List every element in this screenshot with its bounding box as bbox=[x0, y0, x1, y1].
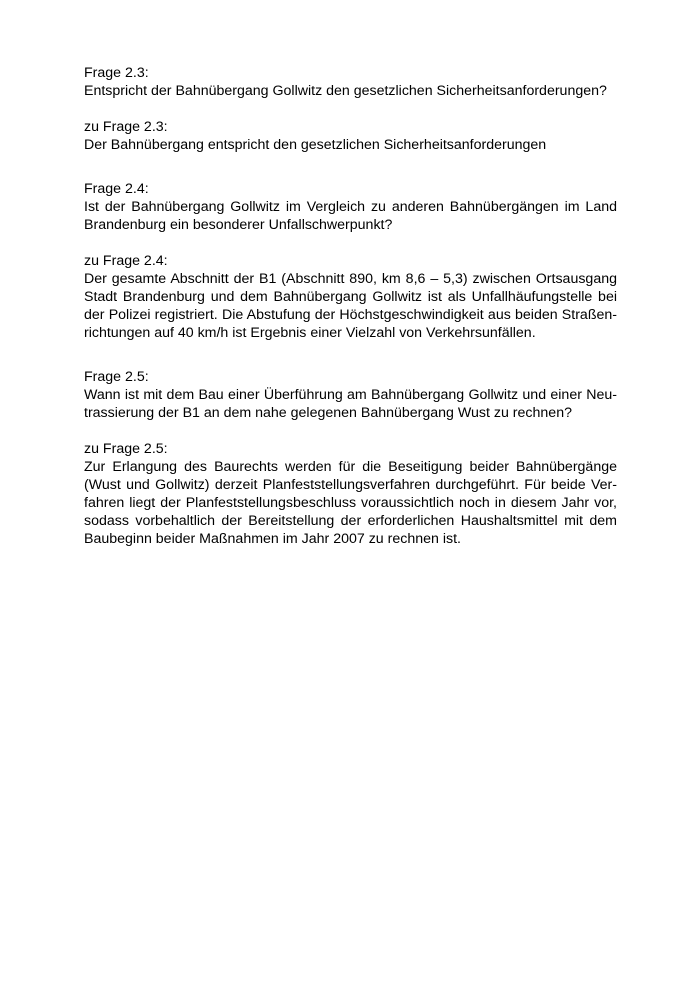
question-text-line: Entspricht der Bahnübergang Gollwitz den gesetzlichen Sicherheitsanforderungen? bbox=[84, 83, 607, 99]
question-label: Frage 2.4: bbox=[84, 181, 149, 197]
question-text-line: trassierung der B1 an dem nahe gelegenen Bahnübergang Wust zu rechnen? bbox=[84, 405, 572, 421]
question-text-line: Wann ist mit dem Bau einer Überführung am Bahnübergang Gollwitz und einer Neu- bbox=[84, 387, 617, 403]
answer-label: zu Frage 2.4: bbox=[84, 253, 168, 269]
answer-text-line: Zur Erlangung des Baurechts werden für die Beseitigung beider Bahnübergänge bbox=[84, 459, 617, 475]
answer-text-line: Der gesamte Abschnitt der B1 (Abschnitt 890, km 8,6 – 5,3) zwischen Ortsausgang bbox=[84, 271, 617, 287]
question-label: Frage 2.5: bbox=[84, 369, 149, 385]
answer-text-line: Der Bahnübergang entspricht den gesetzlichen Sicherheitsanforderungen bbox=[84, 137, 547, 153]
section-frage-2-4 bbox=[84, 180, 617, 342]
question-text-line: Brandenburg ein besonderer Unfallschwerpunkt? bbox=[84, 217, 393, 233]
answer-text-line: richtungen auf 40 km/h ist Ergebnis einer Vielzahl von Verkehrsunfällen. bbox=[84, 325, 536, 341]
question-text-line: Ist der Bahnübergang Gollwitz im Vergleich zu anderen Bahnübergängen im Land bbox=[84, 199, 617, 215]
answer-text-line: Stadt Brandenburg und dem Bahnübergang Gollwitz ist als Unfallhäufungstelle bei bbox=[84, 289, 617, 305]
document-page bbox=[84, 64, 617, 548]
answer-text-line: (Wust und Gollwitz) derzeit Planfeststellungsverfahren durchgeführt. Für beide Ver- bbox=[84, 477, 617, 493]
section-frage-2-3 bbox=[84, 64, 617, 154]
answer-text-line: der Polizei registriert. Die Abstufung der Höchstgeschwindigkeit aus beiden Straßen- bbox=[84, 307, 617, 323]
answer-text-line: fahren liegt der Planfeststellungsbeschluss voraussichtlich noch in diesem Jahr vor, bbox=[84, 495, 617, 511]
answer-text-line: sodass vorbehaltlich der Bereitstellung der erforderlichen Haushaltsmittel mit dem bbox=[84, 513, 617, 529]
answer-text-line: Baubeginn beider Maßnahmen im Jahr 2007 zu rechnen ist. bbox=[84, 531, 461, 547]
question-label: Frage 2.3: bbox=[84, 65, 149, 81]
section-frage-2-5 bbox=[84, 368, 617, 548]
answer-label: zu Frage 2.3: bbox=[84, 119, 168, 135]
answer-label: zu Frage 2.5: bbox=[84, 441, 168, 457]
